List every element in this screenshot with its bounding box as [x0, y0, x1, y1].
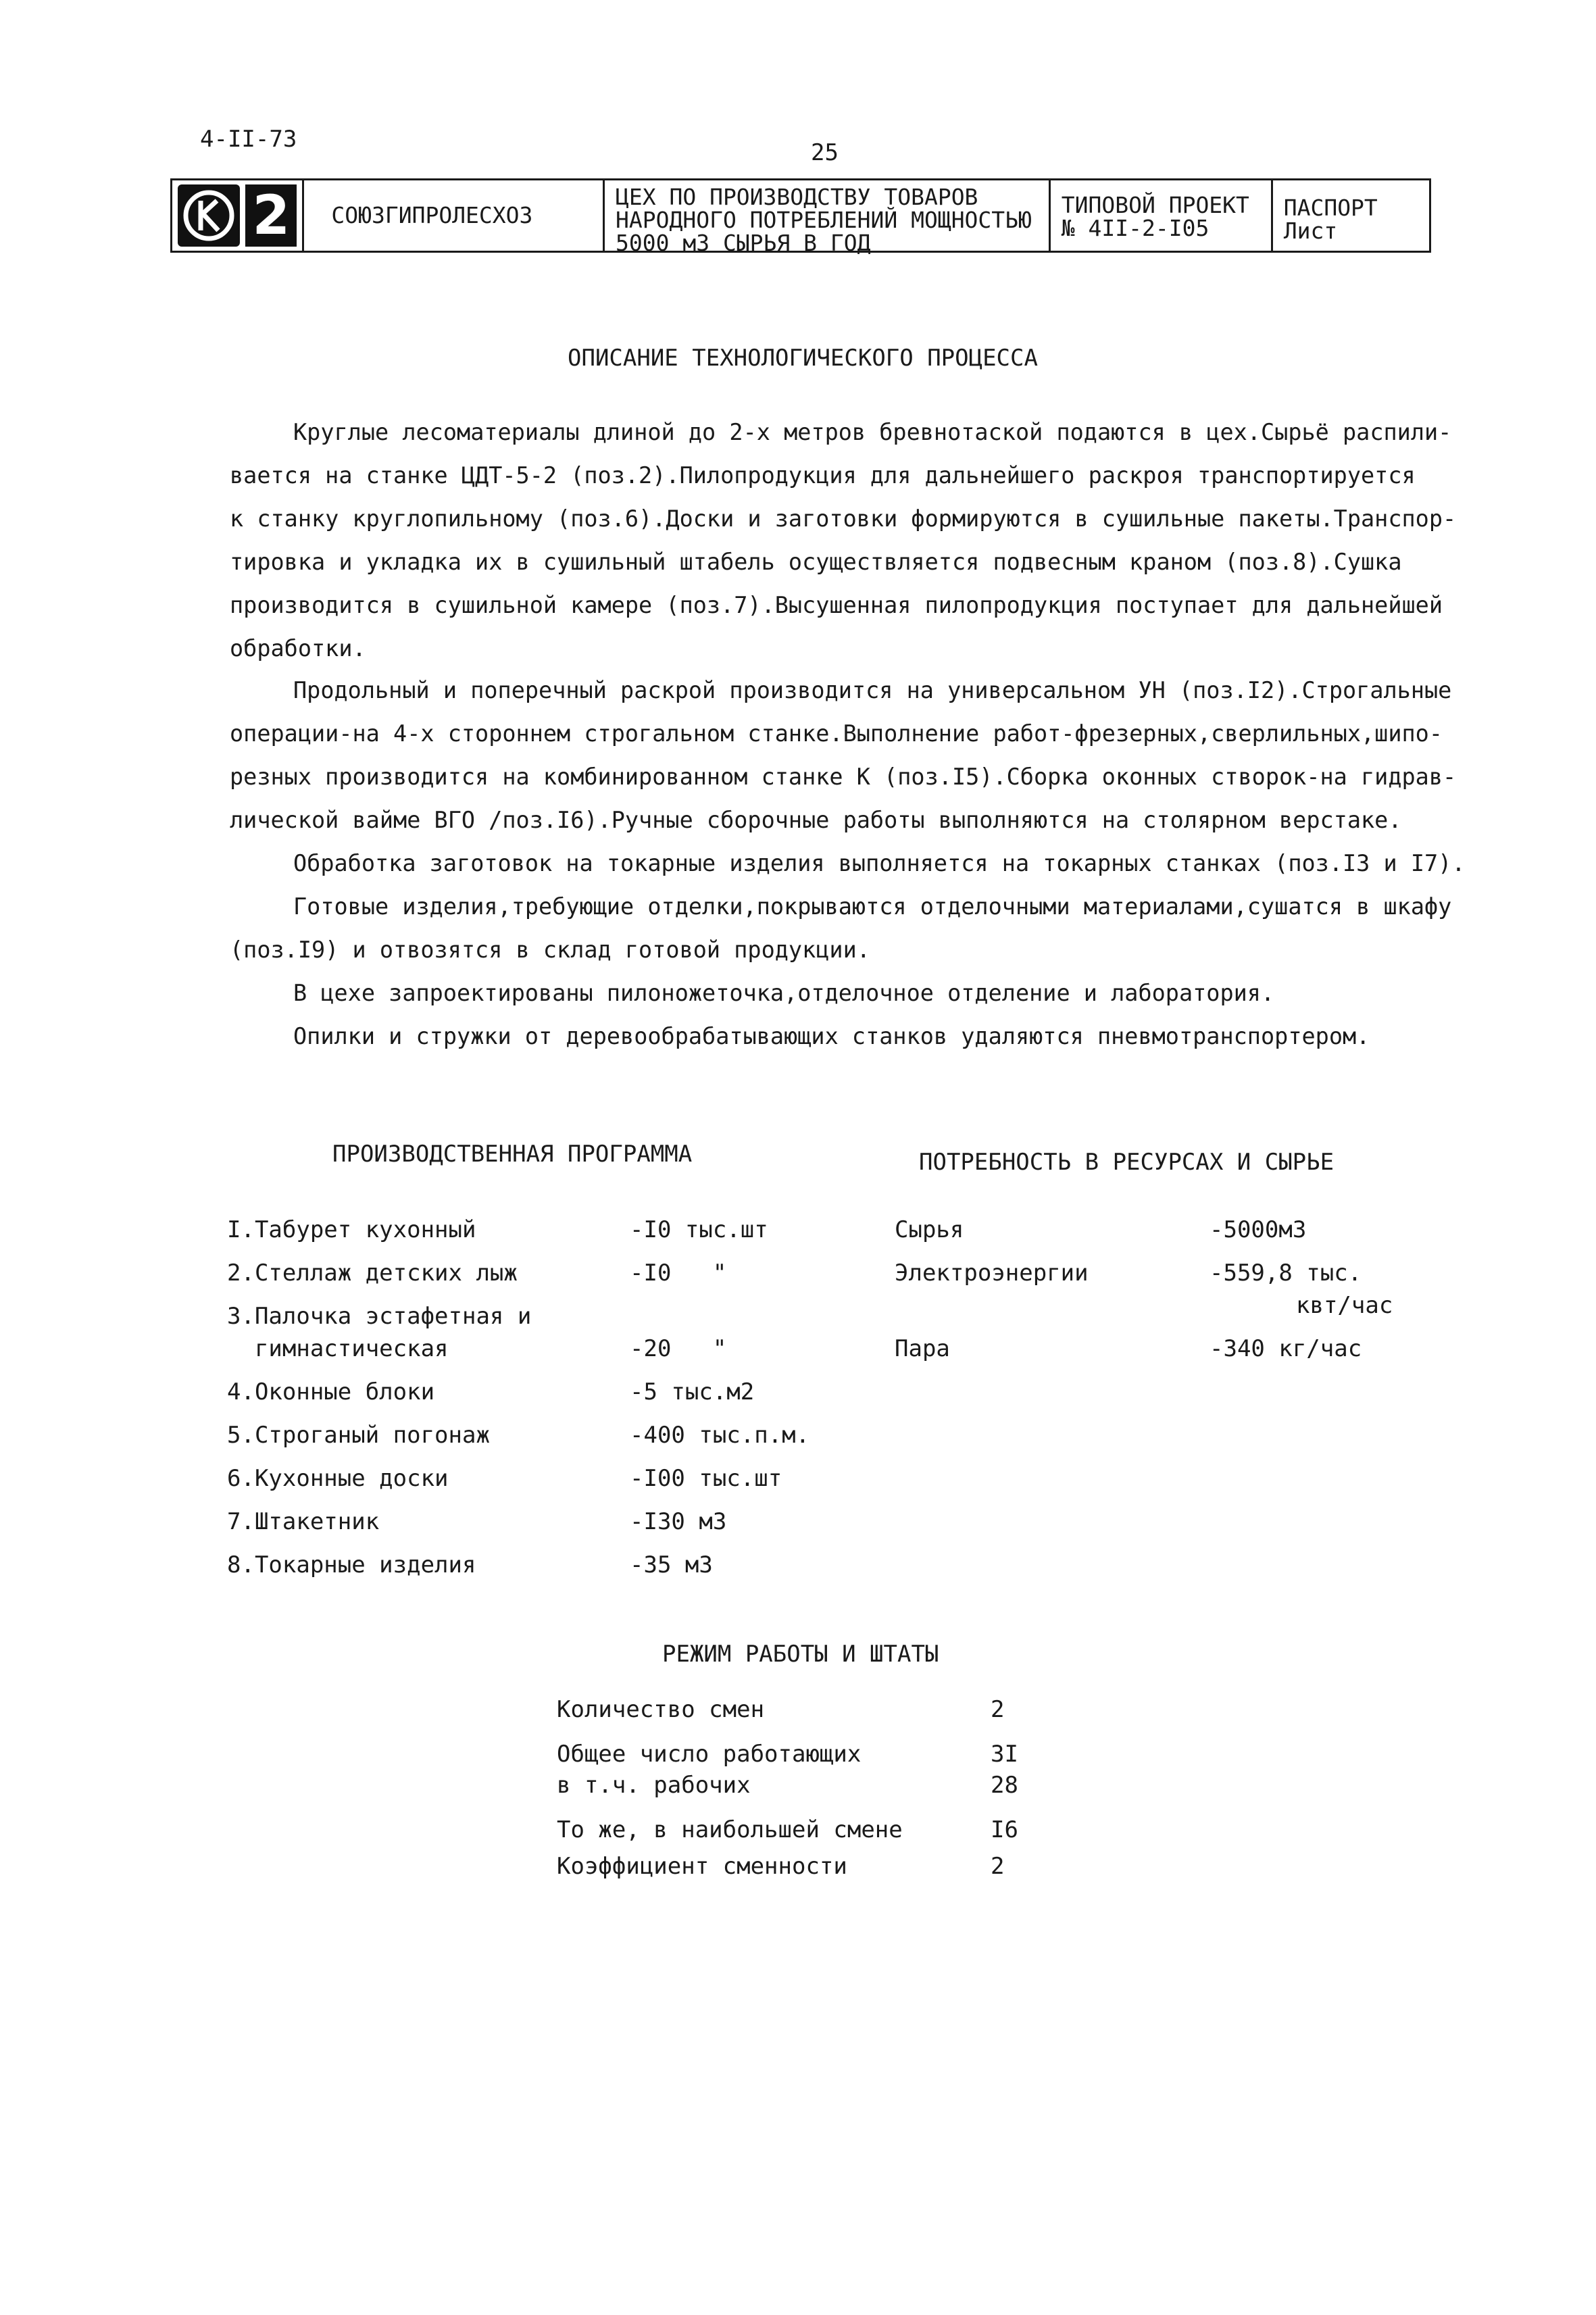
staff-title: РЕЖИМ РАБОТЫ И ШТАТЫ — [662, 1641, 939, 1668]
program-title: ПРОИЗВОДСТВЕННАЯ ПРОГРАММА — [332, 1141, 693, 1168]
project-title-line: ЦЕХ ПО ПРОИЗВОДСТВУ ТОВАРОВ — [616, 184, 978, 210]
program-value: -I0 тыс.шт — [630, 1216, 768, 1243]
text-line: Продольный и поперечный раскрой производится на универсальном УН (поз.I2).Строгальные — [293, 677, 1452, 703]
paragraph — [230, 885, 1452, 972]
staff-value: 28 — [991, 1772, 1018, 1799]
resource-unit: квт/час — [1296, 1292, 1393, 1319]
text-line: тировка и укладка их в сушильный штабель осуществляется подвесным краном (поз.8).Сушка — [230, 549, 1402, 575]
project-title-line: 5000 м3 СЫРЬЯ В ГОД — [616, 230, 871, 256]
program-value: -400 тыс.п.м. — [630, 1422, 810, 1449]
text-line: (поз.I9) и отвозятся в склад готовой продукции. — [230, 937, 870, 963]
staff-item: Количество смен — [557, 1696, 765, 1723]
resource-value: -559,8 тыс. — [1210, 1260, 1362, 1287]
project-title-line: НАРОДНОГО ПОТРЕБЛЕНИЙ МОЩНОСТЬЮ — [616, 207, 1032, 233]
paragraph — [293, 842, 1482, 885]
staff-item: в т.ч. рабочих — [557, 1772, 751, 1799]
staff-value: I6 — [991, 1816, 1018, 1843]
organization: СОЮЗГИПРОЛЕСХОЗ — [304, 180, 605, 251]
program-item: 7.Штакетник — [227, 1508, 380, 1535]
text-line: лической вайме ВГО /поз.I6).Ручные сборочные работы выполняются на столярном верстаке. — [230, 807, 1402, 833]
staff-value: 3I — [991, 1741, 1018, 1768]
staff-item: То же, в наибольшей смене — [557, 1816, 903, 1843]
program-item: 4.Оконные блоки — [227, 1378, 435, 1405]
document-code: 4-II-73 — [200, 126, 297, 153]
resource-item: Сырья — [895, 1216, 964, 1243]
program-value: -I30 м3 — [630, 1508, 727, 1535]
resource-value: -340 кг/час — [1210, 1335, 1362, 1362]
text-line: Обработка заготовок на токарные изделия выполняется на токарных станках (поз.I3 и I7). — [293, 850, 1466, 876]
project-number — [1051, 180, 1273, 251]
passport-label: ПАСПОРТ — [1283, 195, 1378, 221]
sheet-info — [1273, 180, 1429, 251]
text-line: Готовые изделия,требующие отделки,покрываются отделочными материалами,сушатся в шкафу — [293, 893, 1452, 920]
ck-logo-icon — [178, 184, 240, 247]
paragraph — [230, 669, 1457, 842]
resource-item: Электроэнергии — [895, 1260, 1089, 1287]
paragraph — [230, 411, 1457, 670]
project-type: ТИПОВОЙ ПРОЕКТ — [1061, 192, 1249, 218]
text-line: В цехе запроектированы пилоножеточка,отделочное отделение и лаборатория. — [293, 980, 1275, 1006]
description-title: ОПИСАНИЕ ТЕХНОЛОГИЧЕСКОГО ПРОЦЕССА — [568, 345, 1038, 372]
project-code: № 4II-2-I05 — [1061, 215, 1210, 241]
program-value: -I0 " — [630, 1260, 727, 1287]
resource-item: Пара — [895, 1335, 950, 1362]
staff-item: Коэффициент сменности — [557, 1853, 847, 1880]
project-title — [605, 180, 1051, 256]
staff-value: 2 — [991, 1696, 1005, 1723]
program-value: -5 тыс.м2 — [630, 1378, 755, 1405]
program-item: 5.Строганый погонаж — [227, 1422, 490, 1449]
program-item: 8.Токарные изделия — [227, 1551, 476, 1578]
text-line: к станку круглопильному (поз.6).Доски и заготовки формируются в сушильные пакеты.Транспор- — [230, 505, 1457, 532]
staff-item: Общее число работающих — [557, 1741, 862, 1768]
resources-title: ПОТРЕБНОСТЬ В РЕСУРСАХ И СЫРЬЕ — [919, 1149, 1335, 1176]
text-line: Опилки и стружки от деревообрабатывающих станков удаляются пневмотранспортером. — [293, 1023, 1370, 1049]
text-line: резных производится на комбинированном станке К (поз.I5).Сборка оконных створок-на гидрав- — [230, 764, 1457, 790]
logo — [172, 180, 304, 251]
program-item: I.Табурет кухонный — [227, 1216, 476, 1243]
text-line: производится в сушильной камере (поз.7).Высушенная пилопродукция поступает для дальнейшей — [230, 592, 1443, 618]
text-line: обработки. — [230, 635, 366, 662]
title-block — [170, 178, 1431, 256]
program-item: 3.Палочка эстафетная и — [227, 1303, 532, 1330]
program-item: 6.Кухонные доски — [227, 1465, 449, 1492]
program-value: -I00 тыс.шт — [630, 1465, 782, 1492]
program-value: -35 м3 — [630, 1551, 713, 1578]
program-item: гимнастическая — [227, 1335, 449, 1362]
text-line: операции-на 4-х стороннем строгальном станке.Выполнение работ-фрезерных,сверлильных,шипо- — [230, 720, 1443, 747]
resource-value: -5000м3 — [1210, 1216, 1307, 1243]
logo-number-icon: 2 — [245, 184, 297, 247]
text-line: вается на станке ЦДТ-5-2 (поз.2).Пилопродукция для дальнейшего раскроя транспортируется — [230, 462, 1416, 489]
program-value: -20 " — [630, 1335, 727, 1362]
page-number: 25 — [811, 139, 839, 166]
program-item: 2.Стеллаж детских лыж — [227, 1260, 518, 1287]
sheet-label: Лист — [1283, 218, 1338, 244]
paragraph — [293, 1015, 1482, 1058]
staff-value: 2 — [991, 1853, 1005, 1880]
paragraph — [293, 972, 1482, 1015]
text-line: Круглые лесоматериалы длиной до 2-х метров бревнотаской подаются в цех.Сырьё распили- — [293, 419, 1452, 445]
